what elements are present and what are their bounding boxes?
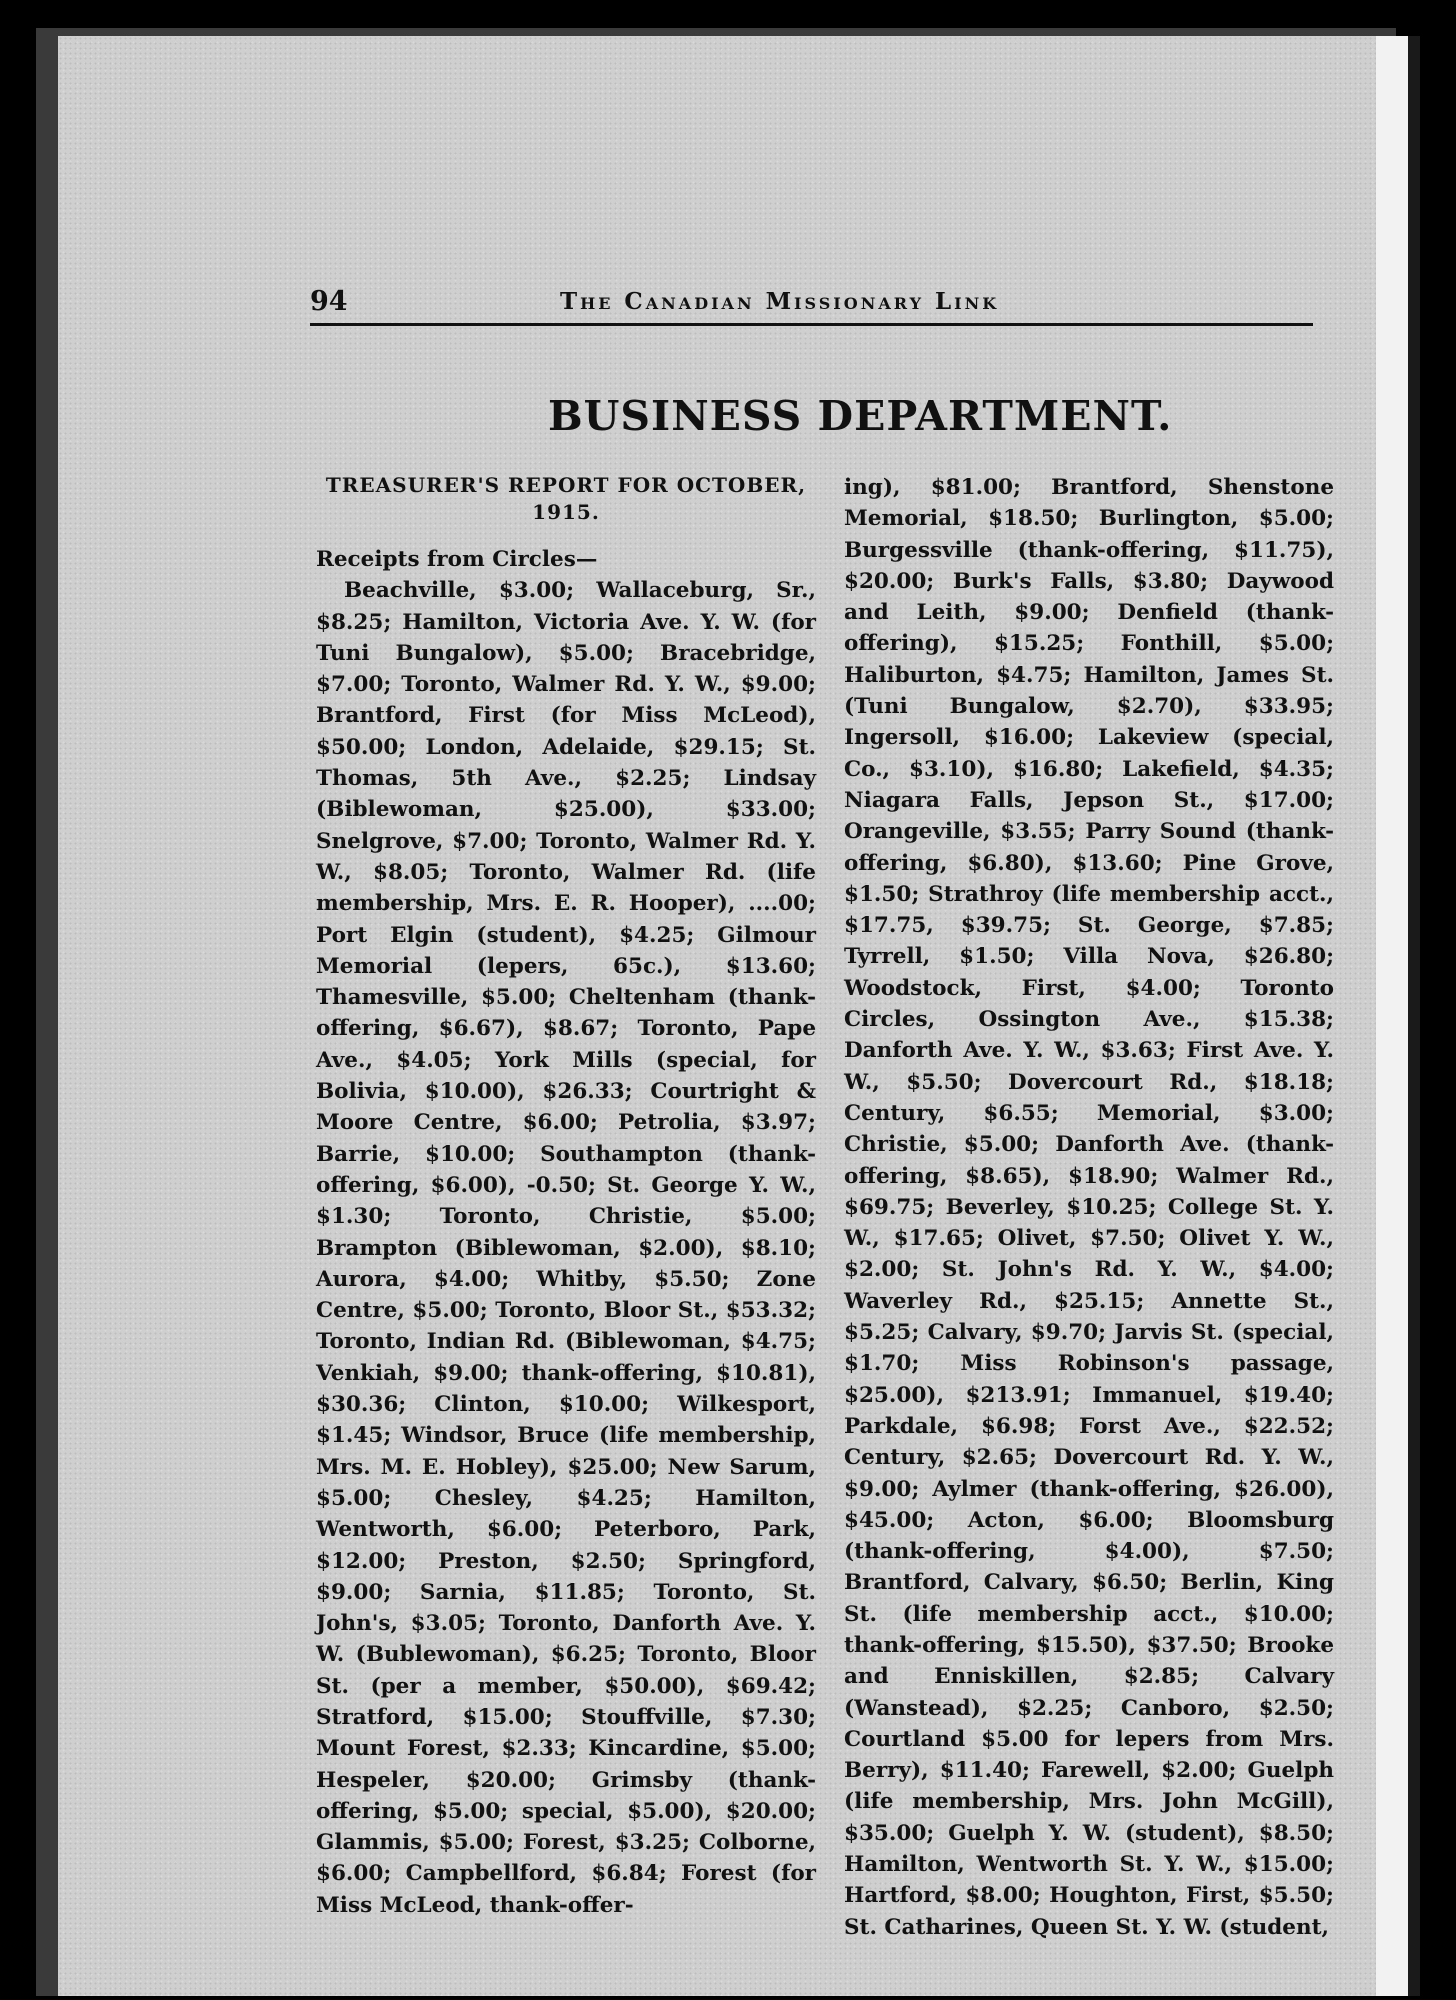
receipts-label: Receipts from Circles— [316, 547, 598, 572]
report-heading: TREASURER'S REPORT FOR OCTOBER, 1915. [325, 473, 807, 524]
journal-title: The Canadian Missionary Link [560, 288, 1000, 315]
left-column [316, 472, 816, 1921]
page-edge-dark [1408, 36, 1420, 1996]
running-head [310, 286, 1310, 322]
header-rule [310, 323, 1313, 326]
page-number: 94 [310, 286, 348, 317]
right-column-text: ing), $81.00; Brantford, Shenstone Memorial, $18.50; Burlington, $5.00; Burgessville (thank-offering, $11.75), $20.00; Burk's Falls, $3.80; Daywood and Leith, $9.00; Denfield (thank-offering), $15.25; Fonthill, $5.00; Haliburton, $4.75; Hamilton, James St. (Tuni Bungalow, $2.70), $33.95; Ingersoll, $16.00; Lakeview (special, Co., $3.10), $16.80; Lakefield, $4.35; Niagara Falls, Jepson St., $17.00; Orangeville, $3.55; Parry Sound (thank-offering, $6.80), $13.60; Pine Grove, $1.50; Strathroy (life membership acct., $17.75, $39.75; St. George, $7.85; Tyrrell, $1.50; Villa Nova, $26.80; Woodstock, First, $4.00; Toronto Circles, Ossington Ave., $15.38; Danforth Ave. Y. W., $3.63; First Ave. Y. W., $5.50; Dovercourt Rd., $18.18; Century, $6.55; Memorial, $3.00; Christie, $5.00; Danforth Ave. (thank-offering, $8.65), $18.90; Walmer Rd., $69.75; Beverley, $10.25; College St. Y. W., $17.65; Olivet, $7.50; Olivet Y. W., $2.00; St. John's Rd. Y. W., $4.00; Waverley Rd., $25.15; Annette St., $5.25; Calvary, $9.70; Jarvis St. (special, $1.70; Miss Robinson's passage, $25.00), $213.91; Immanuel, $19.40; Parkdale, $6.98; Forst Ave., $22.52; Century, $2.65; Dovercourt Rd. Y. W., $9.00; Aylmer (thank-offering, $26.00), $45.00; Acton, $6.00; Bloomsburg (thank-offering, $4.00), $7.50; Brantford, Calvary, $6.50; Berlin, King St. (life membership acct., $10.00; thank-offering, $15.50), $37.50; Brooke and Enniskillen, $2.85; Calvary (Wanstead), $2.25; Canboro, $2.50; Courtland $5.00 for lepers from Mrs. Berry), $11.40; Farewell, $2.00; Guelph (life membership, Mrs. John McGill), $35.00; Guelph Y. W. (student), $8.50; Hamilton, Wentworth St. Y. W., $15.00; Hartford, $8.00; Houghton, First, $5.50; St. Catharines, Queen St. Y. W. (student, [844, 475, 1334, 1940]
section-title: BUSINESS DEPARTMENT. [548, 392, 1173, 440]
right-column [844, 472, 1334, 1943]
left-column-text: Beachville, $3.00; Wallaceburg, Sr., $8.25; Hamilton, Victoria Ave. Y. W. (for Tuni Bungalow), $5.00; Bracebridge, $7.00; Toronto, Walmer Rd. Y. W., $9.00; Brantford, First (for Miss McLeod), $50.00; London, Adelaide, $29.15; St. Thomas, 5th Ave., $2.25; Lindsay (Biblewoman, $25.00), $33.00; Snelgrove, $7.00; Toronto, Walmer Rd. Y. W., $8.05; Toronto, Walmer Rd. (life membership, Mrs. E. R. Hooper), ....00; Port Elgin (student), $4.25; Gilmour Memorial (lepers, 65c.), $13.60; Thamesville, $5.00; Cheltenham (thank-offering, $6.67), $8.67; Toronto, Pape Ave., $4.05; York Mills (special, for Bolivia, $10.00), $26.33; Courtright & Moore Centre, $6.00; Petrolia, $3.97; Barrie, $10.00; Southampton (thank-offering, $6.00), -0.50; St. George Y. W., $1.30; Toronto, Christie, $5.00; Brampton (Biblewoman, $2.00), $8.10; Aurora, $4.00; Whitby, $5.50; Zone Centre, $5.00; Toronto, Bloor St., $53.32; Toronto, Indian Rd. (Biblewoman, $4.75; Venkiah, $9.00; thank-offering, $10.81), $30.36; Clinton, $10.00; Wilkesport, $1.45; Windsor, Bruce (life membership, Mrs. M. E. Hobley), $25.00; New Sarum, $5.00; Chesley, $4.25; Hamilton, Wentworth, $6.00; Peterboro, Park, $12.00; Preston, $2.50; Springford, $9.00; Sarnia, $11.85; Toronto, St. John's, $3.05; Toronto, Danforth Ave. Y. W. (Bublewoman), $6.25; Toronto, Bloor St. (per a member, $50.00), $69.42; Stratford, $15.00; Stouffville, $7.30; Mount Forest, $2.33; Kincardine, $5.00; Hespeler, $20.00; Grimsby (thank-offering, $5.00; special, $5.00), $20.00; Glammis, $5.00; Forest, $3.25; Colborne, $6.00; Campbellford, $6.84; Forest (for Miss McLeod, thank-offer- [316, 578, 816, 1918]
page-edge [1376, 36, 1408, 1996]
